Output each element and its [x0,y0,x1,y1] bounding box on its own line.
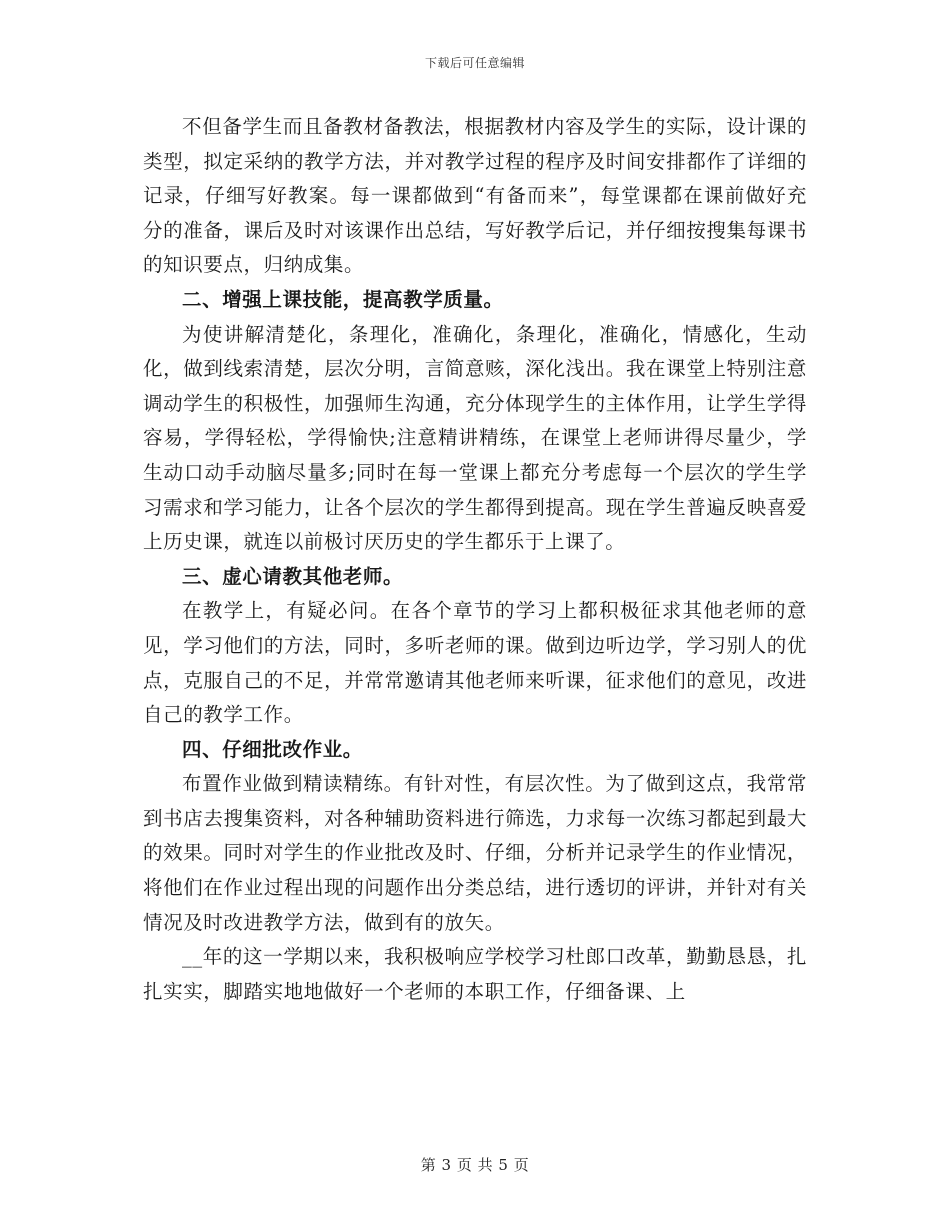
section-heading-3: 三、虚心请教其他老师。 [182,564,404,588]
paragraph-consult-teachers: 在教学上，有疑必问。在各个章节的学习上都积极征求其他老师的意见，学习他们的方法，同时，多听老师的课。做到边听边学，学习别人的优点，克服自己的不足，并常常邀请其他老师来听课，征求他们的意见，改进自己的教学工作。 [143,599,807,727]
paragraph-homework: 布置作业做到精读精练。有针对性，有层次性。为了做到这点，我常常到书店去搜集资料，对各种辅助资料进行筛选，力求每一次练习都起到最大的效果。同时对学生的作业批改及时、仔细，分析并记录学生的作业情况，将他们在作业过程出现的问题作出分类总结，进行透切的评讲，并针对有关情况及时改进教学方法，做到有的放矢。 [143,772,807,934]
paragraph-teaching-skills: 为使讲解清楚化，条理化，准确化，条理化，准确化，情感化，生动化，做到线索清楚，层次分明，言简意赅，深化浅出。我在课堂上特别注意调动学生的积极性，加强师生沟通，充分体现学生的主体作用，让学生学得容易，学得轻松，学得愉快;注意精讲精练，在课堂上老师讲得尽量少，学生动口动手动脑尽量多;同时在每一堂课上都充分考虑每一个层次的学生学习需求和学习能力，让各个层次的学生都得到提高。现在学生普遍反映喜爱上历史课，就连以前极讨厌历史的学生都乐于上课了。 [143,322,807,554]
page-header: 下载后可任意编辑 [424,56,525,70]
document-body [143,110,807,1009]
paragraph-semester-summary: __年的这一学期以来，我积极响应学校学习杜郎口改革，勤勤恳恳，扎扎实实，脚踏实地地做好一个老师的本职工作，仔细备课、上 [143,945,807,1003]
page-footer: 第 3 页 共 5 页 [420,1156,530,1174]
section-heading-4: 四、仔细批改作业。 [182,737,363,761]
section-heading-2: 二、增强上课技能，提高教学质量。 [182,287,504,311]
paragraph-lesson-prep: 不但备学生而且备教材备教法，根据教材内容及学生的实际，设计课的类型，拟定采纳的教学方法，并对教学过程的程序及时间安排都作了详细的记录，仔细写好教案。每一课都做到“有备而来”，每堂课都在课前做好充分的准备，课后及时对该课作出总结，写好教学后记，并仔细按搜集每课书的知识要点，归纳成集。 [143,115,807,277]
